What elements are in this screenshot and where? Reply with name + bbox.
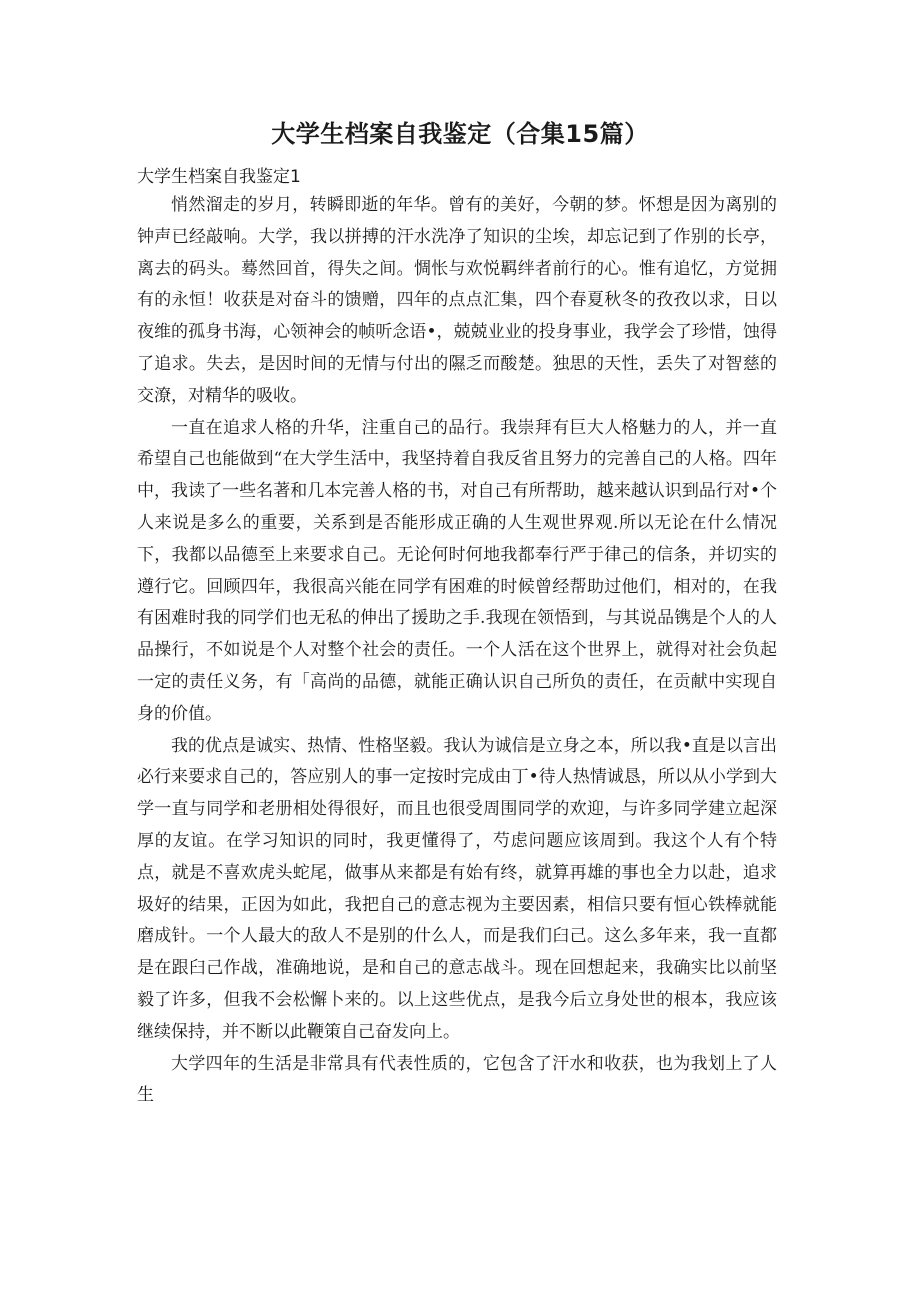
paragraph-1: 悄然溜走的岁月，转瞬即逝的年华。曾有的美好，今朝的梦。怀想是因为离别的钟声已经敲响。大学，我以拼搏的汗水洗净了知识的尘埃，却忘记到了作别的长亭，离去的码头。蓦然回首，得失之间。惆怅与欢悦羁绊者前行的心。惟有追忆，方觉拥有的永恒！收获是对奋斗的馈赠，四年的点点汇集，四个春夏秋冬的孜孜以求，日以夜维的孤身书海，心领神会的帧听念语•，兢兢业业的投身事业，我学会了珍惜，蚀得了追求。失去，是因时间的无情与付出的隰乏而酸楚。独思的天性，丢失了对智慈的交潦，对精华的吸收。 [137, 195, 777, 406]
paragraph-3: 我的优点是诚实、热情、性格坚毅。我认为诚信是立身之本，所以我•直是以言出必行来要求自己的，答应别人的事一定按时完成由丁•待人热情诚恳，所以从小学到大学一直与同学和老册相处得很好，而且也很受周围同学的欢迎，与许多同学建立起深厚的友谊。在学习知识的同时，我更懂得了，芍虑问题应该周到。我这个人有个特点，就是不喜欢虎头蛇尾，做事从来都是有始有终，就算再雄的事也全力以赴，追求圾好的结果，正因为如此，我把自己的意志视为主要因素，相信只要有恒心铁棒就能磨成针。一个人最大的敌人不是别的什么人，而是我们臼己。这么多年来，我一直都是在跟臼己作战，准确地说，是和自己的意志战斗。现在回想起来，我确实比以前坚毅了许多，但我不会松懈卜来的。以上这些优点，是我今后立身处世的根本，我应该继续保持，并不断以此鞭策自己奋发向上。 [137, 735, 777, 1042]
document-title: 大学生档案自我鉴定（合集15篇） [271, 120, 649, 148]
document-body [137, 190, 777, 1112]
paragraph-2: 一直在追求人格的升华，注重自己的品行。我崇拜有巨大人格魅力的人，并一直希望自己也能做到“在大学生活中，我坚持着自我反省且努力的完善自己的人格。四年中，我读了一些名著和几本完善人格的书，对自己有所帮助，越来越认识到品行对•个人来说是多么的重要，关系到是否能形成正确的人生观世界观.所以无论在什么情况下，我都以品德至上来要求自己。无论何时何地我都奉行严于律己的信条，并切实的遵行它。回顾四年，我很高兴能在同学有困难的时候曾经帮助过他们，相对的，在我有困难时我的同学们也无私的伸出了援助之手.我现在领悟到，与其说品镌是个人的人品操行，不如说是个人对整个社会的责任。一个人活在这个世界上，就得对社会负起一定的责任义务，有「高尚的品德，就能正确认识自己所负的责任，在贡献中实现自身的价值。 [137, 417, 777, 724]
section-heading: 大学生档案自我鉴定1 [137, 167, 301, 187]
paragraph-4: 大学四年的生活是非常具有代表性质的，它包含了汗水和收获，也为我划上了人生 [137, 1053, 777, 1106]
